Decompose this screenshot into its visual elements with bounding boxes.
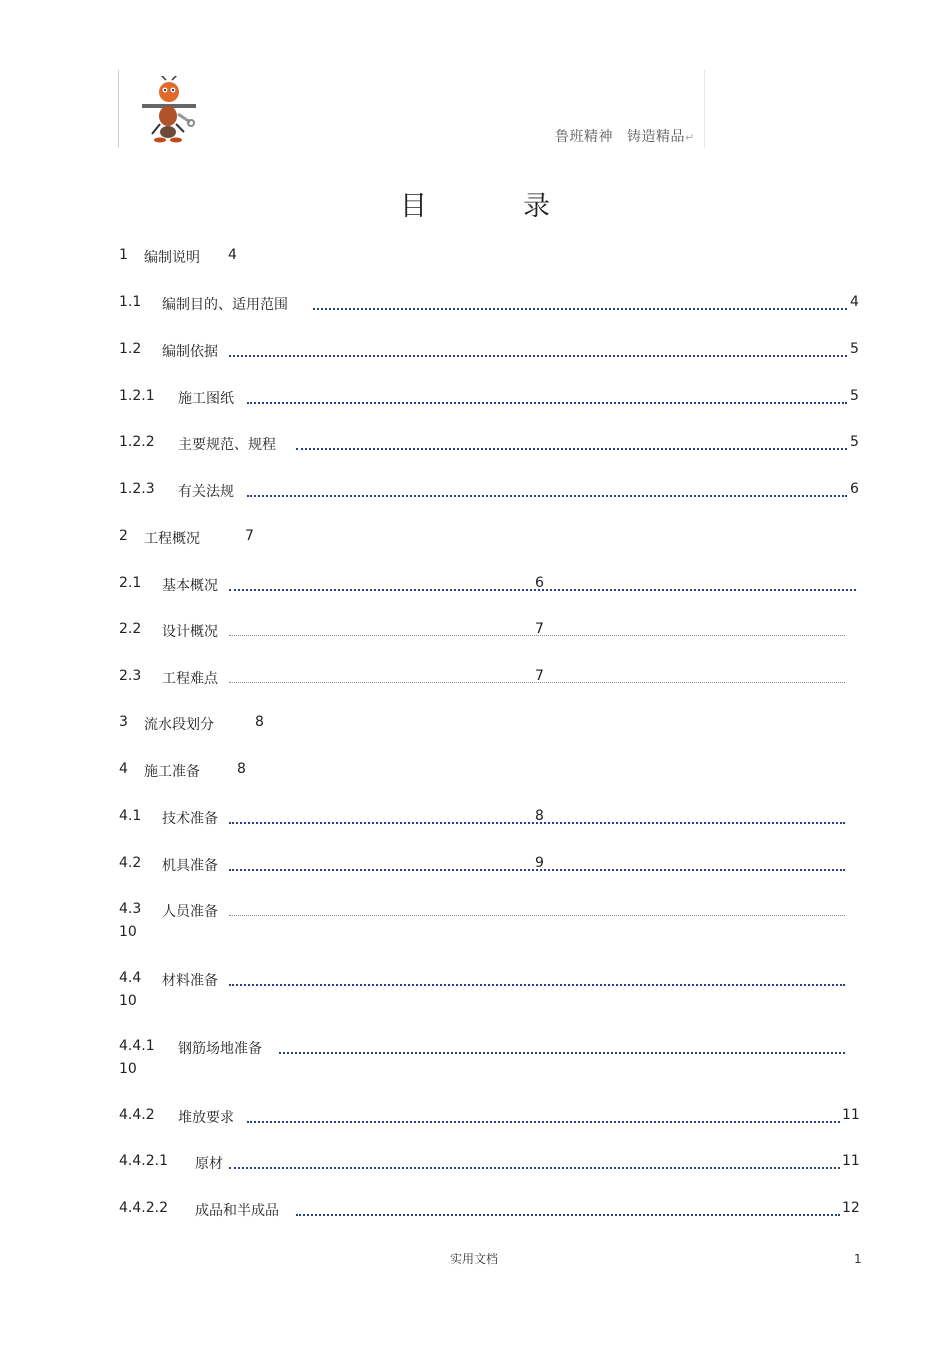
toc-number: 1.1 [119, 294, 142, 310]
toc-entry[interactable] [119, 528, 319, 548]
toc-page: 4 [228, 247, 237, 263]
toc-number: 2.3 [119, 668, 142, 684]
toc-label: 钢筋场地准备 [178, 1041, 262, 1057]
toc-leader [279, 1052, 845, 1054]
toc-entry[interactable] [119, 808, 864, 828]
toc-leader [296, 448, 847, 450]
toc-number: 4.4.2.2 [119, 1200, 168, 1216]
toc-page: 12 [842, 1200, 860, 1216]
toc-page: 11 [842, 1153, 860, 1169]
toc-page: 11 [842, 1107, 860, 1123]
toc-entry[interactable] [119, 575, 864, 595]
title-part2: 录 [523, 191, 550, 222]
toc-number: 4.3 [119, 901, 142, 917]
toc-page: 8 [535, 808, 544, 824]
toc-label: 编制依据 [162, 344, 218, 360]
toc-label: 原材 [195, 1156, 223, 1172]
toc-entry[interactable] [119, 970, 864, 1014]
toc-entry[interactable] [119, 341, 864, 361]
toc-page: 10 [119, 993, 137, 1009]
toc-entry[interactable] [119, 668, 864, 688]
toc-label: 材料准备 [162, 973, 218, 989]
toc-entry[interactable] [119, 855, 864, 875]
ant-mascot-logo [138, 76, 200, 144]
toc-page: 8 [255, 714, 264, 730]
toc-entry[interactable] [119, 247, 319, 267]
toc-label: 施工图纸 [178, 391, 234, 407]
toc-label: 成品和半成品 [195, 1203, 279, 1219]
toc-page: 5 [850, 434, 859, 450]
toc-page: 7 [535, 668, 544, 684]
toc-page: 10 [119, 924, 137, 940]
toc-label: 编制目的、适用范围 [162, 297, 288, 313]
toc-entry[interactable] [119, 1038, 864, 1082]
paragraph-mark-icon: ↵ [685, 131, 695, 144]
toc-leader [313, 308, 847, 310]
toc-page: 4 [850, 294, 859, 310]
toc-entry[interactable] [119, 714, 319, 734]
toc-number: 1 [119, 247, 128, 263]
toc-leader [229, 355, 847, 357]
toc-number: 4.4.2 [119, 1107, 155, 1123]
toc-label: 工程难点 [162, 671, 218, 687]
toc-label: 工程概况 [144, 531, 200, 547]
toc-page: 8 [237, 761, 246, 777]
toc-number: 2.1 [119, 575, 142, 591]
toc-label: 人员准备 [162, 904, 218, 920]
toc-number: 2.2 [119, 621, 142, 637]
footer-page-number: 1 [854, 1252, 862, 1266]
toc-number: 2 [119, 528, 128, 544]
toc-number: 4.2 [119, 855, 142, 871]
toc-page: 6 [535, 575, 544, 591]
toc-label: 基本概况 [162, 578, 218, 594]
toc-label: 技术准备 [162, 811, 218, 827]
toc-number: 1.2.3 [119, 481, 155, 497]
toc-page: 6 [850, 481, 859, 497]
toc-page: 9 [535, 855, 544, 871]
toc-entry[interactable] [119, 481, 864, 501]
toc-label: 编制说明 [144, 250, 200, 266]
toc-number: 1.2.1 [119, 388, 155, 404]
toc-entry[interactable] [119, 1200, 864, 1220]
toc-page: 10 [119, 1061, 137, 1077]
header-motto [555, 126, 695, 146]
toc-label: 有关法规 [178, 484, 234, 500]
toc-number: 4.4 [119, 970, 142, 986]
toc-entry[interactable] [119, 901, 864, 945]
toc-leader [247, 1121, 840, 1123]
toc-entry[interactable] [119, 1107, 864, 1127]
toc-number: 1.2 [119, 341, 142, 357]
toc-label: 施工准备 [144, 764, 200, 780]
toc-leader [296, 1214, 840, 1216]
toc-number: 1.2.2 [119, 434, 155, 450]
toc-leader [229, 1167, 840, 1169]
toc-page: 7 [245, 528, 254, 544]
toc-entry[interactable] [119, 294, 864, 314]
toc-label: 流水段划分 [144, 717, 214, 733]
toc-number: 4.4.2.1 [119, 1153, 168, 1169]
toc-page: 5 [850, 388, 859, 404]
toc-page: 7 [535, 621, 544, 637]
toc-label: 主要规范、规程 [178, 437, 276, 453]
toc-number: 4.4.1 [119, 1038, 155, 1054]
motto-part1: 鲁班精神 [555, 129, 613, 145]
toc-leader [229, 915, 845, 916]
toc-entry[interactable] [119, 761, 319, 781]
toc-number: 3 [119, 714, 128, 730]
toc-label: 设计概况 [162, 624, 218, 640]
toc-entry[interactable] [119, 434, 864, 454]
toc-label: 堆放要求 [178, 1110, 234, 1126]
page-title [0, 184, 950, 223]
toc-leader [229, 984, 845, 986]
toc-label: 机具准备 [162, 858, 218, 874]
footer-label: 实用文档 [450, 1252, 499, 1266]
title-part1: 目 [400, 191, 427, 222]
motto-part2: 铸造精品 [627, 129, 685, 145]
toc-entry[interactable] [119, 621, 864, 641]
toc-page: 5 [850, 341, 859, 357]
toc-number: 4 [119, 761, 128, 777]
toc-number: 4.1 [119, 808, 142, 824]
toc-leader [247, 402, 847, 404]
toc-entry[interactable] [119, 388, 864, 408]
toc-leader [247, 495, 847, 497]
toc-entry[interactable] [119, 1153, 864, 1173]
